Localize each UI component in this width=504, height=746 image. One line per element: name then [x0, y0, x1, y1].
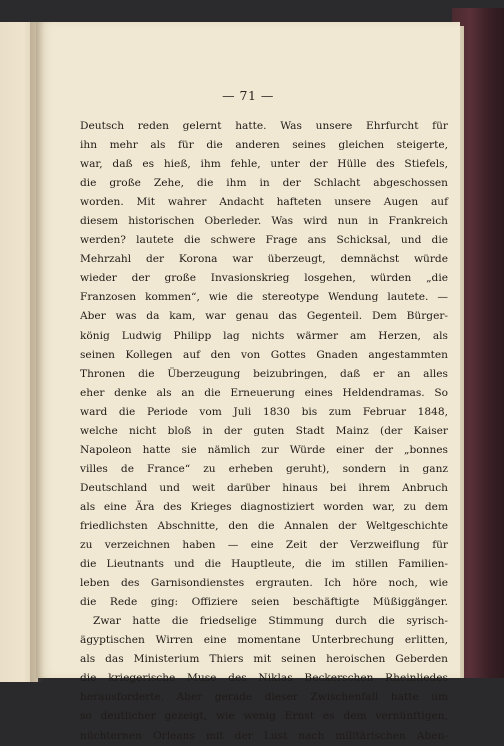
text-line: friedlichsten Abschnitte, den die Annalen der Weltgeschichte: [80, 519, 448, 532]
text-line: Napoleon hatte sie nämlich zur Würde einer der „bonnes: [80, 443, 448, 456]
text-line: die kriegerische Muse des Niklas Beckerschen Rheinliedes: [80, 672, 448, 685]
text-line: die Lieutnants und die Hauptleute, die im stillen Familien-: [80, 558, 448, 571]
page-gutter-shadow: [30, 22, 44, 682]
text-line: diesem historischen Oberleder. Was wird nun in Frankreich: [80, 215, 448, 228]
text-line: ihn mehr als für die anderen seines gleichen steigerte,: [80, 139, 448, 152]
text-line: zu verzeichnen haben — eine Zeit der Verzweiflung für: [80, 539, 448, 552]
text-line: so deutlicher gezeigt, wie wenig Ernst es dem vernünftigen,: [80, 710, 448, 723]
text-line: die große Zehe, die ihm in der Schlacht abgeschossen: [80, 177, 448, 190]
text-line: Aber was da kam, war genau das Gegenteil. Dem Bürger-: [80, 310, 448, 323]
text-line: Zwar hatte die friedselige Stimmung durch die syrisch-: [93, 615, 448, 628]
text-line: villes de France“ zu erheben geruht), sondern in ganz: [80, 462, 448, 475]
text-line: war, daß es hieß, ihm fehle, unter der Hülle des Stiefels,: [80, 158, 448, 171]
text-line: wieder der große Invasionskrieg losgehen, würden „die: [80, 272, 448, 285]
text-line: werden? lautete die schwere Frage ans Schicksal, und die: [80, 234, 448, 247]
text-line: worden. Mit wahrer Andacht hafteten unsere Augen auf: [80, 196, 448, 209]
text-line: ägyptischen Wirren eine momentane Unterbrechung erlitten,: [80, 634, 448, 647]
text-line: seinen Kollegen auf den von Gottes Gnaden angestammten: [80, 348, 448, 361]
text-line: nüchternen Orleans mit der Lust nach militärischen Aben-: [80, 729, 448, 742]
text-line: könig Ludwig Philipp lag nichts wärmer am Herzen, als: [80, 329, 448, 342]
text-line: Mehrzahl der Korona war überzeugt, demnächst würde: [80, 253, 448, 266]
text-line: welche nicht bloß in der guten Stadt Mainz (der Kaiser: [80, 424, 448, 437]
text-line: herausforderte. Aber gerade dieser Zwischenfall hatte um: [80, 691, 448, 704]
book-page: [36, 22, 460, 742]
text-line: die Rede ging: Offiziere seien beschäftigte Müßiggänger.: [80, 596, 448, 609]
text-line: als eine Ära des Krieges diagnostiziert worden war, zu dem: [80, 500, 448, 513]
text-line: als das Ministerium Thiers mit seinen heroischen Geberden: [80, 653, 448, 666]
text-line: Thronen die Überzeugung beizubringen, daß er an alles: [80, 367, 448, 380]
body-text: [80, 117, 448, 746]
text-line: leben des Garnisondienstes ergrauten. Ich höre noch, wie: [80, 577, 448, 590]
text-line: Franzosen kommen“, wie die stereotype Wendung lautete. —: [80, 291, 448, 304]
page-number: — 71 —: [222, 88, 274, 103]
text-line: Deutsch reden gelernt hatte. Was unsere Ehrfurcht für: [80, 120, 448, 132]
text-line: ward die Periode vom Juli 1830 bis zum Februar 1848,: [80, 405, 448, 418]
text-line: eher denke als an die Erneuerung eines Heldendramas. So: [80, 386, 448, 399]
text-line: Deutschland und weit darüber hinaus bei ihrem Anbruch: [80, 481, 448, 494]
